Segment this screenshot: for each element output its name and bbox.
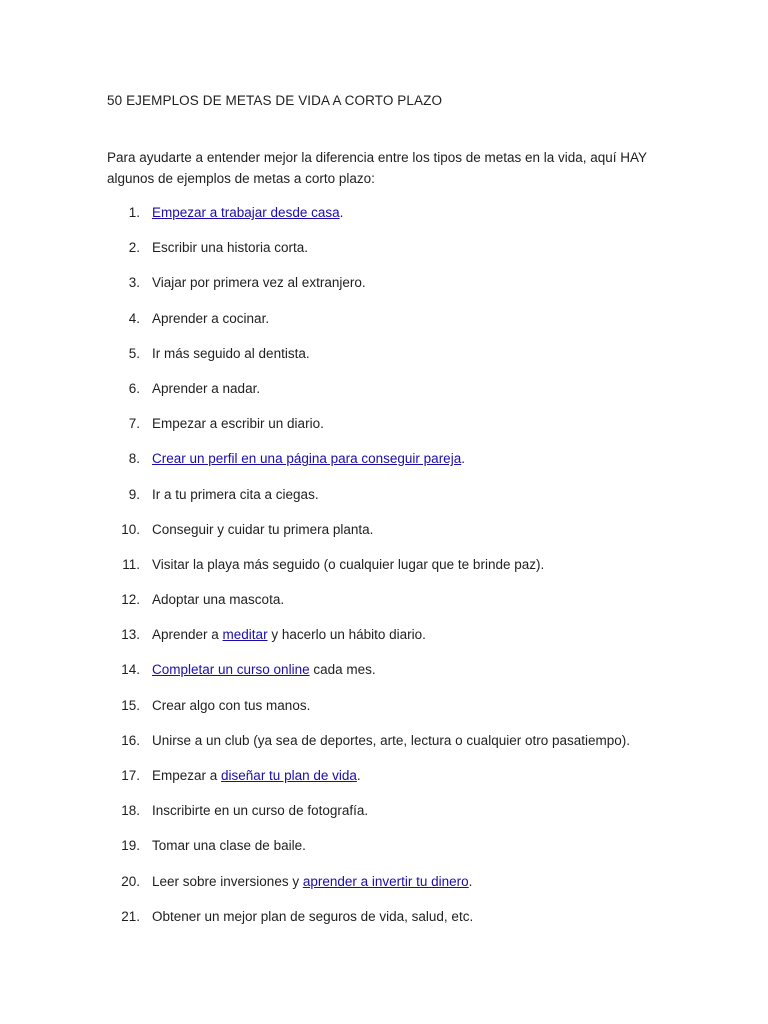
list-item-content bbox=[152, 520, 373, 540]
list-item-content bbox=[152, 836, 306, 856]
list-item-number: 16. bbox=[121, 732, 140, 748]
list-item-content bbox=[152, 625, 426, 645]
list-item-number: 21. bbox=[121, 908, 140, 924]
list-item-content bbox=[152, 766, 361, 786]
list-item-number: 10. bbox=[121, 521, 140, 537]
list-item bbox=[107, 238, 707, 273]
list-item-number: 11. bbox=[122, 556, 140, 572]
list-item-text: Conseguir y cuidar tu primera planta. bbox=[152, 521, 374, 537]
list-item bbox=[107, 766, 707, 801]
list-item bbox=[107, 203, 707, 238]
list-item bbox=[107, 414, 707, 449]
list-item-number: 20. bbox=[121, 873, 140, 889]
list-item-number: 3. bbox=[128, 275, 140, 291]
list-item-content bbox=[152, 801, 368, 821]
list-item-number: 6. bbox=[128, 380, 140, 396]
list-item-text: Ir más seguido al dentista. bbox=[152, 345, 310, 361]
list-item-number: 1. bbox=[128, 205, 140, 220]
list-item bbox=[107, 379, 707, 414]
list-item bbox=[107, 801, 707, 836]
list-item-content bbox=[152, 872, 472, 892]
list-item-text: Inscribirte en un curso de fotografía. bbox=[152, 803, 369, 819]
list-item-text: Viajar por primera vez al extranjero. bbox=[152, 275, 366, 291]
list-item-text-after: . bbox=[356, 768, 361, 783]
list-item-content bbox=[152, 414, 324, 434]
list-item-content bbox=[152, 309, 269, 329]
list-item bbox=[107, 344, 707, 379]
list-item-content bbox=[152, 590, 284, 610]
list-item-link[interactable]: Crear un perfil en una página para conseguir pareja bbox=[152, 451, 462, 467]
list-item bbox=[107, 555, 707, 590]
list-item-number: 9. bbox=[128, 486, 140, 502]
list-item-text: Tomar una clase de baile. bbox=[152, 838, 306, 854]
list-item-number: 7. bbox=[128, 416, 140, 432]
page-title: 50 EJEMPLOS DE METAS DE VIDA A CORTO PLAZO bbox=[107, 93, 443, 108]
list-item bbox=[107, 731, 707, 766]
list-item bbox=[107, 625, 707, 660]
list-item-text: Aprender a nadar. bbox=[152, 380, 261, 396]
list-item-text: Aprender a bbox=[152, 627, 223, 643]
list-item-link[interactable]: Empezar a trabajar desde casa bbox=[152, 205, 340, 220]
list-item-text: Ir a tu primera cita a ciegas. bbox=[152, 486, 319, 502]
list-item-text: Obtener un mejor plan de seguros de vida, salud, etc. bbox=[152, 908, 474, 924]
list-item-content bbox=[152, 485, 319, 505]
list-item bbox=[107, 660, 707, 695]
list-item-content bbox=[152, 731, 630, 751]
list-item-number: 17. bbox=[121, 768, 140, 783]
list-item-text: Empezar a bbox=[152, 768, 222, 783]
list-item-text: Leer sobre inversiones y bbox=[152, 873, 303, 889]
list-item-content bbox=[152, 907, 473, 927]
list-item-content bbox=[152, 555, 544, 575]
list-item-content bbox=[152, 449, 465, 469]
list-item-content bbox=[152, 696, 310, 716]
list-item bbox=[107, 520, 707, 555]
list-item-text-after: . bbox=[339, 205, 344, 220]
list-item bbox=[107, 872, 707, 907]
list-item-text: Adoptar una mascota. bbox=[152, 592, 285, 608]
list-item-number: 2. bbox=[128, 240, 140, 256]
list-item bbox=[107, 836, 707, 871]
list-item bbox=[107, 273, 707, 308]
list-item-number: 13. bbox=[121, 627, 140, 643]
intro-paragraph: Para ayudarte a entender mejor la diferencia entre los tipos de metas en la vida, aquí HAY algunos de ejemplos de metas a corto plazo: bbox=[107, 150, 647, 186]
list-item bbox=[107, 590, 707, 625]
list-item-link[interactable]: meditar bbox=[222, 627, 268, 643]
list-item-text: Escribir una historia corta. bbox=[152, 240, 309, 256]
list-item-text: Empezar a escribir un diario. bbox=[152, 416, 324, 432]
list-item bbox=[107, 449, 707, 484]
list-item-number: 12. bbox=[121, 592, 140, 608]
list-item-content bbox=[152, 238, 308, 258]
list-item-link[interactable]: diseñar tu plan de vida bbox=[221, 768, 357, 783]
list-item-number: 8. bbox=[128, 451, 140, 467]
list-item-number: 15. bbox=[121, 697, 140, 713]
list-item-text-after: . bbox=[461, 451, 465, 467]
list-item-content bbox=[152, 379, 260, 399]
list-item-number: 5. bbox=[128, 345, 140, 361]
list-item-text: Visitar la playa más seguido (o cualquier lugar que te brinde paz). bbox=[152, 556, 545, 572]
list-item-text-after: y hacerlo un hábito diario. bbox=[267, 627, 426, 643]
list-item-text-after: cada mes. bbox=[309, 662, 376, 678]
list-item-number: 14. bbox=[121, 662, 140, 678]
list-item-text: Crear algo con tus manos. bbox=[152, 697, 311, 713]
list-item-number: 4. bbox=[128, 310, 140, 326]
list-item-number: 19. bbox=[121, 838, 140, 854]
list-item-link[interactable]: aprender a invertir tu dinero bbox=[302, 873, 469, 889]
list-item-text: Unirse a un club (ya sea de deportes, arte, lectura o cualquier otro pasatiempo). bbox=[152, 732, 631, 748]
list-item bbox=[107, 696, 707, 731]
list-item-link[interactable]: Completar un curso online bbox=[152, 662, 310, 678]
goal-list bbox=[107, 203, 707, 942]
list-item-text: Aprender a cocinar. bbox=[152, 310, 270, 326]
list-item-content bbox=[152, 273, 366, 293]
list-item-number: 18. bbox=[121, 803, 140, 819]
list-item-content bbox=[152, 660, 376, 680]
list-item bbox=[107, 485, 707, 520]
list-item-content bbox=[152, 344, 310, 364]
list-item bbox=[107, 309, 707, 344]
list-item-content bbox=[152, 203, 343, 223]
list-item bbox=[107, 907, 707, 942]
list-item-text-after: . bbox=[468, 873, 473, 889]
